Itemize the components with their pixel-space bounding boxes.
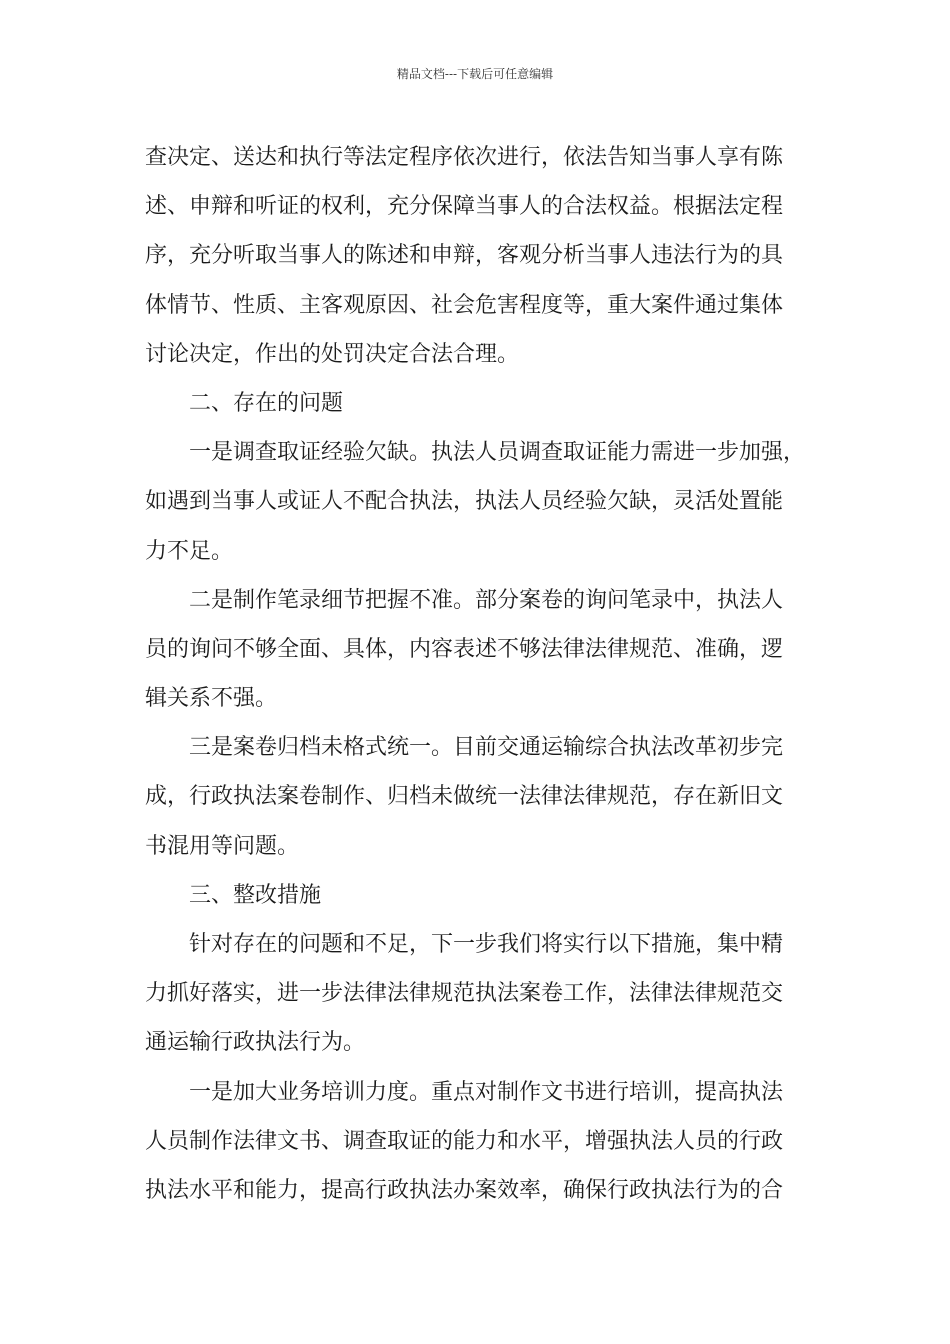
text-line: 力不足。 (145, 538, 234, 564)
text-line: 通运输行政执法行为。 (145, 1030, 366, 1056)
page-header: 精品文档---下载后可任意编辑 (396, 67, 554, 81)
text-line: 针对存在的问题和不足，下一步我们将实行以下措施，集中精 (189, 932, 784, 957)
text-line: 体情节、性质、主客观原因、社会危害程度等，重大案件通过集体 (145, 292, 784, 318)
text-line: 书混用等问题。 (145, 833, 300, 859)
text-line: 人员制作法律文书、调查取证的能力和水平，增强执法人员的行政 (145, 1128, 784, 1154)
text-line: 员的询问不够全面、具体，内容表述不够法律法律规范、准确，逻 (145, 636, 784, 662)
text-line: 一是调查取证经验欠缺。执法人员调查取证能力需进一步加强， (189, 440, 806, 466)
text-line: 成，行政执法案卷制作、归档未做统一法律法律规范，存在新旧文 (145, 784, 784, 810)
text-line: 三是案卷归档未格式统一。目前交通运输综合执法改革初步完 (189, 735, 784, 761)
text-line: 执法水平和能力，提高行政执法办案效率，确保行政执法行为的合 (145, 1177, 784, 1203)
text-line: 如遇到当事人或证人不配合执法，执法人员经验欠缺，灵活处置能 (145, 489, 784, 515)
text-line: 二、存在的问题 (189, 390, 344, 416)
document-body (145, 133, 811, 1215)
text-line: 讨论决定，作出的处罚决定合法合理。 (145, 341, 520, 367)
text-line: 序，充分听取当事人的陈述和申辩，客观分析当事人违法行为的具 (145, 243, 784, 269)
text-line: 二是制作笔录细节把握不准。部分案卷的询问笔录中，执法人 (189, 587, 784, 613)
text-line: 一是加大业务培训力度。重点对制作文书进行培训，提高执法 (189, 1079, 784, 1105)
text-line: 述、申辩和听证的权利，充分保障当事人的合法权益。根据法定程 (145, 194, 784, 220)
text-line: 三、整改措施 (189, 882, 322, 908)
text-line: 辑关系不强。 (145, 686, 278, 712)
text-line: 查决定、送达和执行等法定程序依次进行，依法告知当事人享有陈 (145, 145, 784, 170)
text-line: 力抓好落实，进一步法律法律规范执法案卷工作，法律法律规范交 (145, 981, 784, 1007)
